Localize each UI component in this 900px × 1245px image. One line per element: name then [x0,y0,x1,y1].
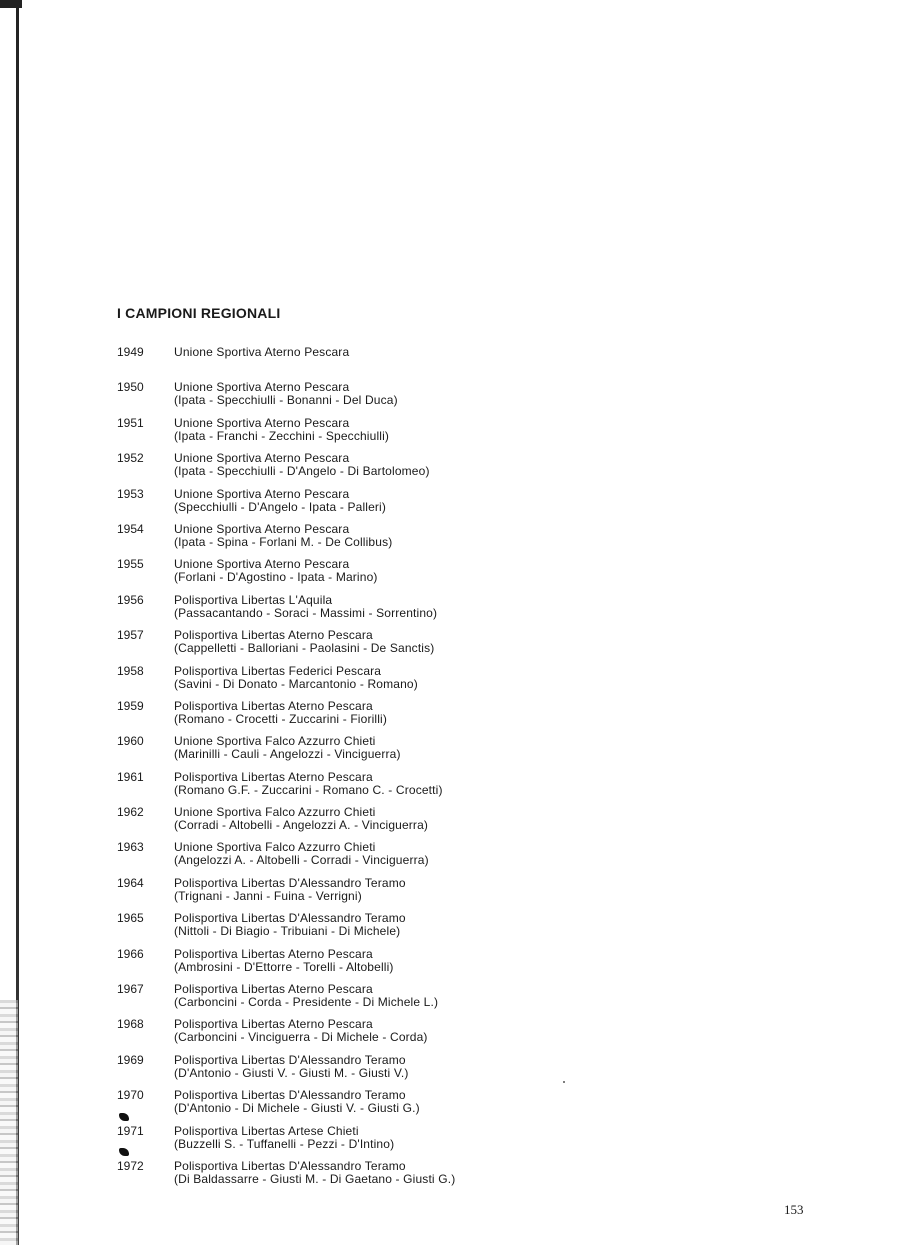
entry-year: 1955 [117,557,144,572]
entry-players: (Ambrosini - D'Ettorre - Torelli - Altobelli) [174,959,394,974]
entry-year: 1960 [117,734,144,749]
entry-players: (Ipata - Spina - Forlani M. - De Collibus) [174,534,393,549]
entry-players: (Buzzelli S. - Tuffanelli - Pezzi - D'Intino) [174,1136,395,1151]
entry-team: Polisportiva Libertas Artese Chieti [174,1123,359,1138]
champion-entry [117,699,837,734]
binding-dust [0,1000,18,1245]
entry-year: 1952 [117,451,144,466]
entry-team: Unione Sportiva Falco Azzurro Chieti [174,840,376,855]
entry-team: Unione Sportiva Falco Azzurro Chieti [174,734,376,749]
page-number: 153 [784,1202,804,1217]
entry-players: (D'Antonio - Di Michele - Giusti V. - Giusti G.) [174,1101,420,1116]
champion-entry [117,947,837,982]
champion-entry [117,734,837,769]
entry-players: (Marinilli - Cauli - Angelozzi - Vinciguerra) [174,747,401,762]
entry-team: Polisportiva Libertas D'Alessandro Teramo [174,911,406,926]
entry-players: (Cappelletti - Balloriani - Paolasini - De Sanctis) [174,641,435,656]
entry-players: (Carboncini - Corda - Presidente - Di Michele L.) [174,995,439,1010]
champion-entry [117,770,837,805]
entry-year: 1961 [117,769,144,784]
entry-team: Polisportiva Libertas D'Alessandro Teramo [174,875,406,890]
champion-entry [117,593,837,628]
entry-players: (Specchiulli - D'Angelo - Ipata - Palleri) [174,499,387,514]
champion-entry [117,1124,837,1159]
champion-entry [117,911,837,946]
entry-team: Polisportiva Libertas Aterno Pescara [174,946,373,961]
entry-year: 1956 [117,592,144,607]
entry-year: 1971 [117,1123,144,1138]
entry-players: (Ipata - Franchi - Zecchini - Specchiulli) [174,428,390,443]
entry-players: (D'Antonio - Giusti V. - Giusti M. - Giusti V.) [174,1065,409,1080]
champion-entry [117,664,837,699]
entry-year: 1968 [117,1017,144,1032]
entry-players: (Angelozzi A. - Altobelli - Corradi - Vinciguerra) [174,853,429,868]
entry-players: (Nittoli - Di Biagio - Tribuiani - Di Michele) [174,924,401,939]
page-title: I CAMPIONI REGIONALI [117,305,281,321]
entry-team: Unione Sportiva Aterno Pescara [174,345,350,359]
champion-entry [117,1088,837,1123]
entry-year: 1959 [117,698,144,713]
entry-team: Unione Sportiva Aterno Pescara [174,380,350,395]
entry-year: 1965 [117,911,144,926]
entry-year: 1962 [117,805,144,820]
champion-entry [117,805,837,840]
entry-team: Polisportiva Libertas L'Aquila [174,592,333,607]
entry-year: 1949 [117,345,144,359]
entry-team: Polisportiva Libertas Aterno Pescara [174,982,373,997]
entry-players: (Forlani - D'Agostino - Ipata - Marino) [174,570,378,585]
champion-entry [117,380,837,415]
entry-players: (Trignani - Janni - Fuina - Verrigni) [174,888,362,903]
entry-players: (Savini - Di Donato - Marcantonio - Romano) [174,676,418,691]
champion-entry [117,345,837,380]
entry-year: 1963 [117,840,144,855]
entry-players: (Romano - Crocetti - Zuccarini - Fiorilli) [174,711,387,726]
champion-entry [117,487,837,522]
champion-entry [117,628,837,663]
entry-year: 1972 [117,1158,144,1173]
entry-players: (Di Baldassarre - Giusti M. - Di Gaetano - Giusti G.) [174,1171,456,1186]
champion-entry [117,876,837,911]
entry-team: Polisportiva Libertas Aterno Pescara [174,1017,373,1032]
champion-entry [117,1053,837,1088]
entry-team: Polisportiva Libertas Federici Pescara [174,663,382,678]
entry-players: (Romano G.F. - Zuccarini - Romano C. - Crocetti) [174,782,443,797]
entry-players: (Passacantando - Soraci - Massimi - Sorrentino) [174,605,438,620]
champion-entry [117,522,837,557]
entry-team: Unione Sportiva Aterno Pescara [174,557,350,572]
champion-entry [117,451,837,486]
champion-entry [117,982,837,1017]
entry-players: (Corradi - Altobelli - Angelozzi A. - Vinciguerra) [174,818,429,833]
entry-team: Polisportiva Libertas D'Alessandro Teramo [174,1052,406,1067]
entry-team: Unione Sportiva Aterno Pescara [174,415,350,430]
ink-blot [119,1148,129,1156]
binding-edge [0,0,30,1245]
entry-players: (Ipata - Specchiulli - Bonanni - Del Duca) [174,393,398,408]
entry-players: (Carboncini - Vinciguerra - Di Michele - Corda) [174,1030,428,1045]
entry-year: 1966 [117,946,144,961]
entry-year: 1954 [117,521,144,536]
champions-list [117,345,837,1194]
entry-year: 1958 [117,663,144,678]
entry-team: Unione Sportiva Aterno Pescara [174,486,350,501]
entry-year: 1953 [117,486,144,501]
champion-entry [117,1017,837,1052]
champion-entry [117,1159,837,1194]
entry-year: 1951 [117,415,144,430]
entry-team: Polisportiva Libertas Aterno Pescara [174,698,373,713]
print-speck [563,1081,565,1083]
entry-team: Unione Sportiva Aterno Pescara [174,521,350,536]
entry-team: Unione Sportiva Aterno Pescara [174,451,350,466]
entry-year: 1964 [117,875,144,890]
entry-year: 1967 [117,982,144,997]
champion-entry [117,840,837,875]
entry-players: (Ipata - Specchiulli - D'Angelo - Di Bartolomeo) [174,464,430,479]
entry-year: 1950 [117,380,144,395]
entry-year: 1970 [117,1088,144,1103]
entry-year: 1957 [117,628,144,643]
entry-team: Polisportiva Libertas D'Alessandro Teramo [174,1158,406,1173]
entry-team: Polisportiva Libertas D'Alessandro Teramo [174,1088,406,1103]
entry-team: Polisportiva Libertas Aterno Pescara [174,769,373,784]
entry-year: 1969 [117,1052,144,1067]
champion-entry [117,557,837,592]
champion-entry [117,416,837,451]
entry-team: Unione Sportiva Falco Azzurro Chieti [174,805,376,820]
entry-team: Polisportiva Libertas Aterno Pescara [174,628,373,643]
